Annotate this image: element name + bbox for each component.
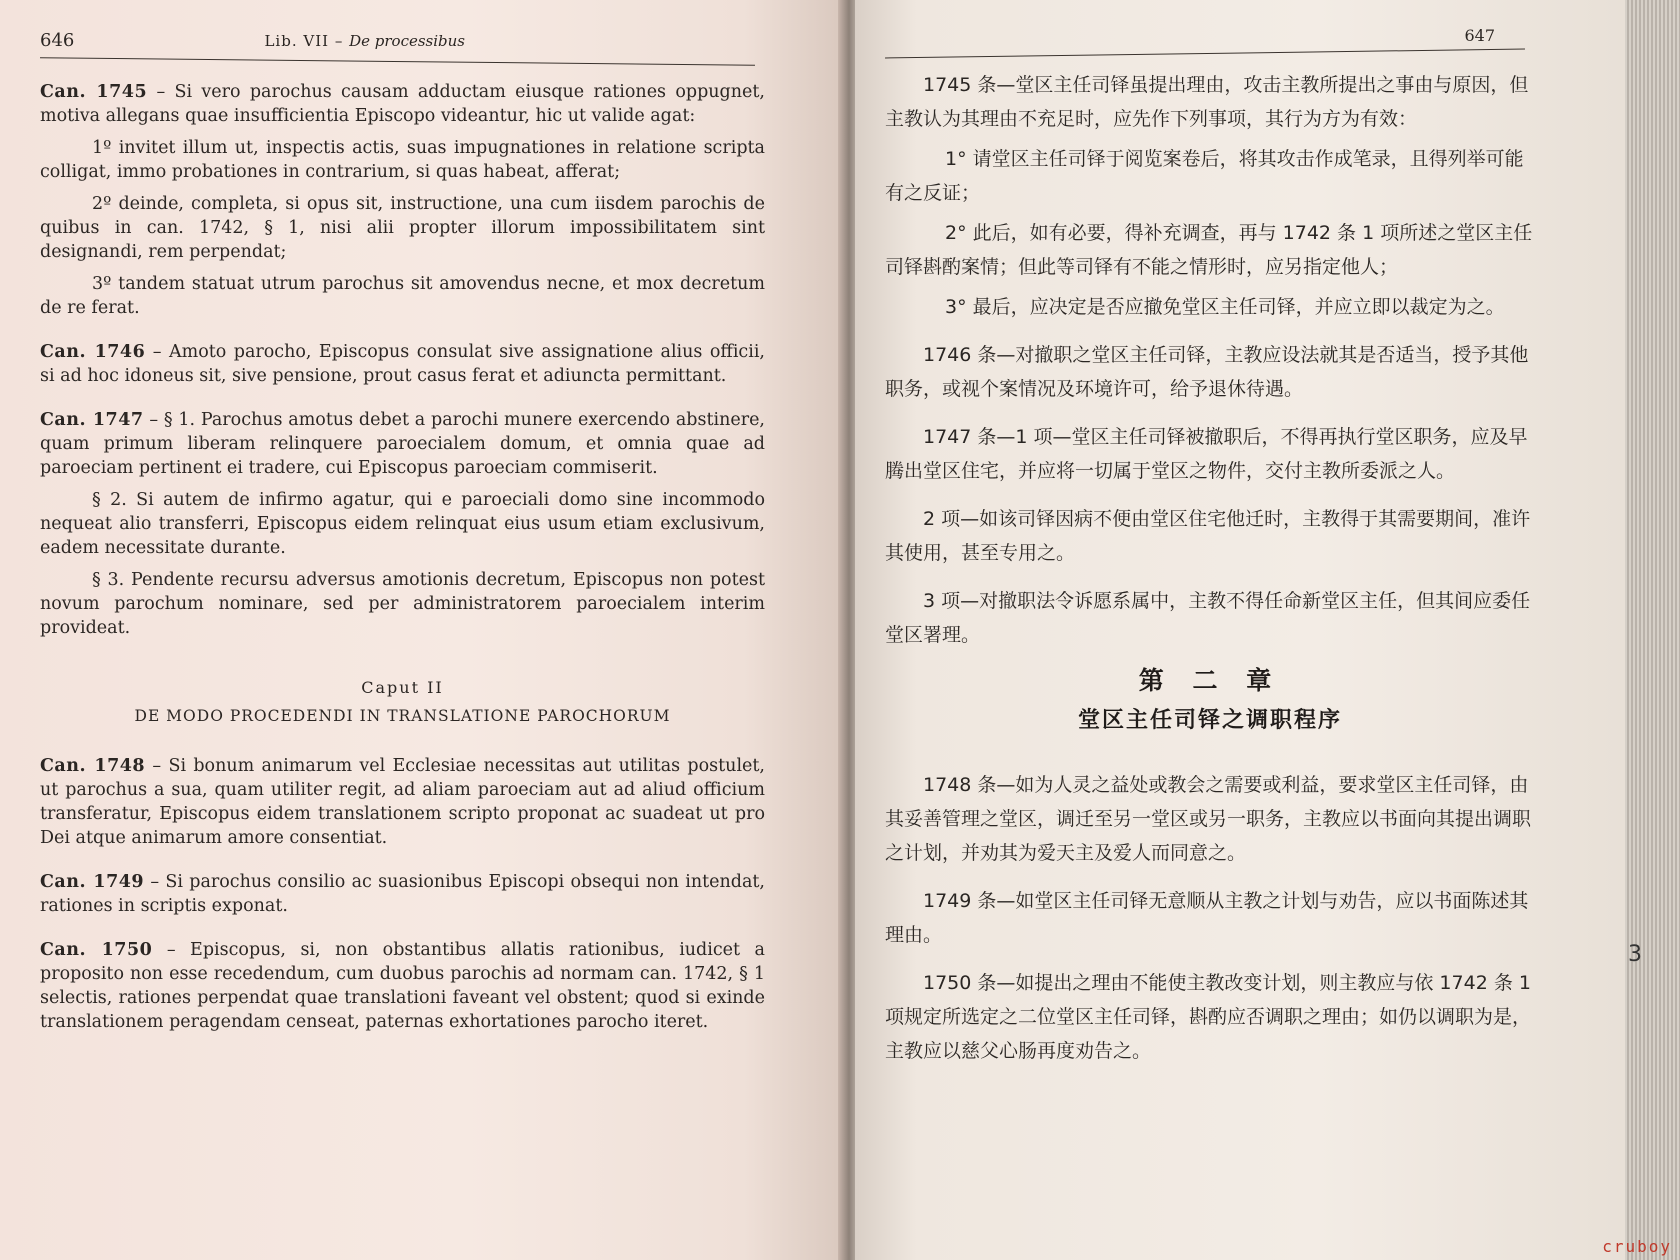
canon-1747-par-3: § 3. Pendente recursu adversus amotionis decretum, Episcopus non potest novum parochum nominare, sed per administratorem paroecialem interim provideat. [40,570,765,638]
canon-label: Can. 1746 [40,342,146,362]
canon-1745 [40,80,765,128]
canon-1748 [40,754,765,850]
header-rule-left [40,57,755,65]
latin-text [40,80,765,1034]
article-1745-item-2: 2° 此后，如有必要，得补充调查，再与 1742 条 1 项所述之堂区主任司铎斟酌案情；但此等司铎有不能之情形时，应另指定他人； [885,222,1533,278]
canon-text: – Si bonum animarum vel Ecclesiae necessitas aut utilitas postulet, ut parochus a sua, quam utiliter regit, ad aliam paroeciam aut ad aliud officium transferatur, Episcopus eidem translationem scripto proponat ac suadeat ut pro Dei atque animarum amore consentiat. [40,756,765,848]
canon-text: – Amoto parocho, Episcopus consulat sive assignatione alius officii, si ad hoc idoneus sit, sive pensione, prout casus ferat et adiuncta permittant. [40,342,765,386]
canon-1747-par-2: § 2. Si autem de infirmo agatur, qui e paroeciali domo sine incommodo nequeat alio transferri, Episcopus eidem relinquat eius usum etiam exclusivum, eadem necessitate durante. [40,490,765,558]
canon-1750 [40,938,765,1034]
page-edges [1625,0,1680,1260]
page-number-left: 646 [40,30,75,51]
article-1747: 1747 条—1 项—堂区主任司铎被撤职后，不得再执行堂区职务，应及早腾出堂区住宅，并应将一切属于堂区之物件，交付主教所委派之人。 [885,426,1528,482]
canon-1745-item-3: 3º tandem statuat utrum parochus sit amovendus necne, et mox decretum de re ferat. [40,274,765,318]
header-rule-right [885,49,1525,59]
edge-mark: 3 [1628,942,1642,967]
article-1746: 1746 条—对撤职之堂区主任司铎，主教应设法就其是否适当，授予其他职务，或视个案情况及环境许可，给予退休待遇。 [885,344,1529,400]
canon-1747 [40,408,765,480]
canon-text: – § 1. Parochus amotus debet a parochi munere exercendo abstinere, quam primum liberam relinquere paroecialem domum, et omnia quae ad paroeciam pertinent ei tradere, cui Episcopus paroeciam commiserit. [40,410,765,478]
running-head-title [264,32,465,50]
running-head-prefix: Lib. VII – [264,32,350,50]
article-1745: 1745 条—堂区主任司铎虽提出理由，攻击主教所提出之事由与原因，但主教认为其理由不充足时，应先作下列事项，其行为方为有效： [885,74,1529,130]
canon-1745-item-2: 2º deinde, completa, si opus sit, instructione, una cum iisdem parochis de quibus in can. 1742, § 1, nisi alii propter illorum impossibilitatem sint designandi, rem perpendat; [40,194,765,262]
article-1747-par-3: 3 项—对撤职法令诉愿系属中，主教不得任命新堂区主任，但其间应委任堂区署理。 [885,590,1531,646]
canon-1749 [40,870,765,918]
canon-1746 [40,340,765,388]
running-head-book: De processibus [349,32,465,50]
canon-label: Can. 1748 [40,756,146,776]
canon-1745-item-1: 1º invitet illum ut, inspectis actis, suas impugnationes in relatione scripta colligat, immo probationes in contrarium, si quas habeat, afferat; [40,138,765,182]
caput-title: Caput II [361,678,444,697]
article-1748: 1748 条—如为人灵之益处或教会之需要或利益，要求堂区主任司铎，由其妥善管理之堂区，调迁至另一堂区或另一职务，主教应以书面向其提出调职之计划，并劝其为爱天主及爱人而同意之。 [885,774,1532,864]
article-1745-item-3: 3° 最后，应决定是否应撤免堂区主任司铎，并应立即以裁定为之。 [945,296,1505,318]
canon-label: Can. 1745 [40,82,148,102]
canon-text: – Si parochus consilio ac suasionibus Episcopi obsequi non intendat, rationes in scriptis exponat. [40,872,765,916]
page-number-right: 647 [1464,26,1495,45]
article-1745-item-1: 1° 请堂区主任司铎于阅览案卷后，将其攻击作成笔录，且得列举可能有之反证； [885,148,1524,204]
canon-text: – Episcopus, si, non obstantibus allatis rationibus, iudicet a proposito non esse recedendum, cum duobus parochis ad normam can. 1742, § 1 selectis, rationes perpendat quae translationi faveant vel obstent; quod si exinde translationem peragendam censeat, paternas exhortationes parocho iteret. [40,940,765,1032]
canon-text: – Si vero parochus causam adductam eiusque rationes oppugnet, motiva allegans quae insufficientia Episcopo videantur, hic ut valide agat: [40,82,765,126]
caput-subtitle: DE MODO PROCEDENDI IN TRANSLATIONE PAROCHORUM [134,707,671,725]
article-1750: 1750 条—如提出之理由不能使主教改变计划，则主教应与依 1742 条 1 项规定所选定之二位堂区主任司铎，斟酌应否调职之理由；如仍以调职为是，主教应以慈父心肠再度劝告之。 [885,972,1532,1062]
article-1747-par-2: 2 项—如该司铎因病不便由堂区住宅他迁时，主教得于其需要期间，准许其使用，甚至专用之。 [885,508,1531,564]
article-1749: 1749 条—如堂区主任司铎无意顺从主教之计划与劝告，应以书面陈述其理由。 [885,890,1529,946]
running-head-left [40,30,765,51]
chapter-title: 第 二 章 [1138,666,1282,695]
right-page [855,0,1625,1260]
canon-label: Can. 1750 [40,940,153,960]
canon-label: Can. 1749 [40,872,145,892]
chapter-subtitle: 堂区主任司铎之调职程序 [1077,708,1342,733]
watermark: cruboy [1602,1237,1672,1256]
canon-label: Can. 1747 [40,410,144,430]
chinese-text [885,68,1535,1068]
